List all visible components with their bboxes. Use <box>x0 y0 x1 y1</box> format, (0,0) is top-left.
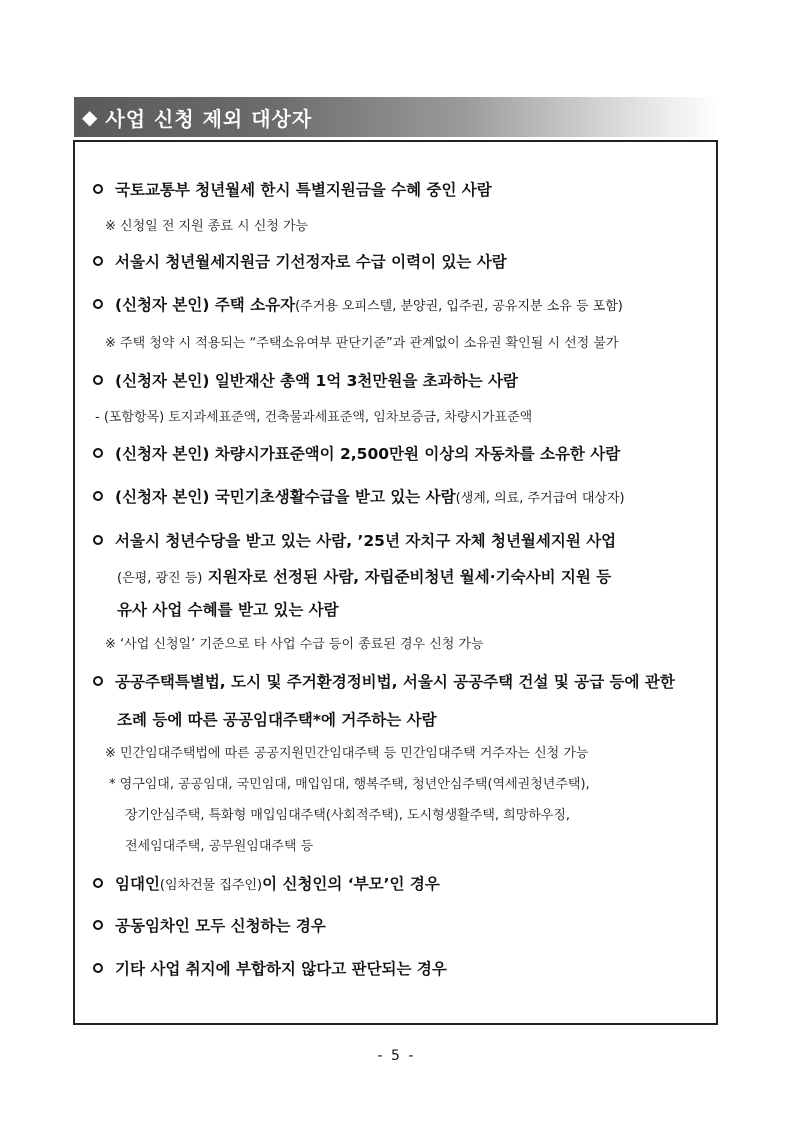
list-item: 서울시 청년수당을 받고 있는 사람, ’25년 자치구 자체 청년월세지원 사업 <box>93 529 616 551</box>
footnote-line: 전세임대주택, 공무원임대주택 등 <box>125 839 314 854</box>
list-item: (신청자 본인) 일반재산 총액 1억 3천만원을 초과하는 사람 <box>93 369 518 391</box>
note-line: - (포함항목) 토지과세표준액, 건축물과세표준액, 임차보증금, 차량시가표준액 <box>95 410 533 425</box>
list-item-continuation: (은평, 광진 등) 지원자로 선정된 사람, 자립준비청년 월세·기숙사비 지원 등 <box>117 568 612 586</box>
content-box <box>73 140 718 1025</box>
list-item: 공공주택특별법, 도시 및 주거환경정비법, 서울시 공공주택 건설 및 공급 등에 관한 <box>93 670 675 692</box>
note-line: ※ 민간임대주택법에 따른 공공지원민간임대주택 등 민간임대주택 거주자는 신청 가능 <box>105 746 589 761</box>
circle-bullet-icon <box>93 963 103 973</box>
footnote-line: 장기안심주택, 특화형 매입임대주택(사회적주택), 도시형생활주택, 희망하우징, <box>125 808 571 823</box>
list-item-continuation: 유사 사업 수혜를 받고 있는 사람 <box>117 601 339 619</box>
section-header <box>74 97 720 137</box>
diamond-icon: ◆ <box>82 105 98 129</box>
note-line: ※ 신청일 전 지원 종료 시 신청 가능 <box>105 219 309 234</box>
circle-bullet-icon <box>93 448 103 458</box>
list-item: (신청자 본인) 주택 소유자(주거용 오피스텔, 분양권, 입주권, 공유지분 소유 등 포함) <box>93 293 623 315</box>
list-item-continuation: 조례 등에 따른 공공임대주택*에 거주하는 사람 <box>117 711 437 729</box>
circle-bullet-icon <box>93 375 103 385</box>
list-item: 국토교통부 청년월세 한시 특별지원금을 수혜 중인 사람 <box>93 178 492 200</box>
list-item: 공동임차인 모두 신청하는 경우 <box>93 914 326 936</box>
circle-bullet-icon <box>93 256 103 266</box>
circle-bullet-icon <box>93 299 103 309</box>
circle-bullet-icon <box>93 676 103 686</box>
list-item: 임대인(임차건물 집주인)이 신청인의 ‘부모’인 경우 <box>93 872 440 894</box>
page-number: - 5 - <box>377 1048 416 1064</box>
circle-bullet-icon <box>93 878 103 888</box>
circle-bullet-icon <box>93 184 103 194</box>
list-item: 서울시 청년월세지원금 기선정자로 수급 이력이 있는 사람 <box>93 250 507 272</box>
circle-bullet-icon <box>93 535 103 545</box>
note-line: ※ 주택 청약 시 적용되는 “주택소유여부 판단기준”과 관계없이 소유권 확인될 시 선정 불가 <box>105 336 619 351</box>
list-item: (신청자 본인) 국민기초생활수급을 받고 있는 사람(생계, 의료, 주거급여 대상자) <box>93 485 625 507</box>
circle-bullet-icon <box>93 920 103 930</box>
list-item: 기타 사업 취지에 부합하지 않다고 판단되는 경우 <box>93 957 447 979</box>
circle-bullet-icon <box>93 491 103 501</box>
list-item: (신청자 본인) 차량시가표준액이 2,500만원 이상의 자동차를 소유한 사람 <box>93 442 620 464</box>
section-title: 사업 신청 제외 대상자 <box>105 106 313 131</box>
footnote-line: * 영구임대, 공공임대, 국민임대, 매입임대, 행복주택, 청년안심주택(역세권청년주택), <box>109 777 590 792</box>
note-line: ※ ‘사업 신청일’ 기준으로 타 사업 수급 등이 종료된 경우 신청 가능 <box>105 637 484 652</box>
